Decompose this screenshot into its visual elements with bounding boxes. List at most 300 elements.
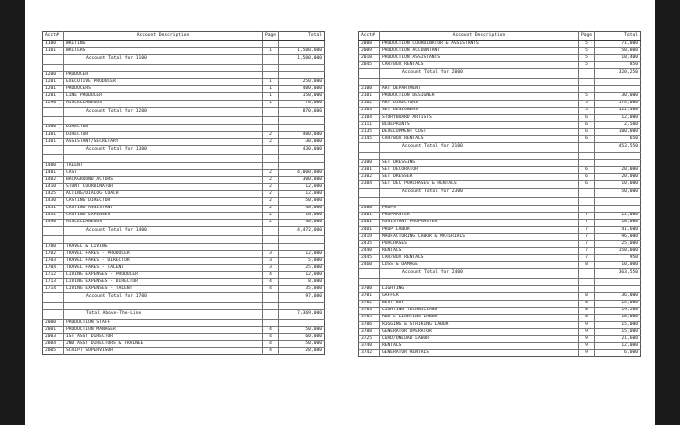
spacer-cell bbox=[595, 278, 641, 286]
line-total: 30,000 bbox=[595, 93, 641, 100]
table-row bbox=[359, 121, 641, 128]
table-row bbox=[43, 86, 325, 93]
acct-number: 2005 bbox=[43, 348, 64, 355]
table-row bbox=[43, 170, 325, 177]
table-row bbox=[359, 321, 641, 328]
table-row bbox=[359, 219, 641, 226]
subtotal-amount: 430,000 bbox=[279, 145, 325, 155]
table-row bbox=[43, 205, 325, 212]
line-total: 20,000 bbox=[595, 167, 641, 174]
spacer-row bbox=[359, 198, 641, 206]
spacer-cell bbox=[359, 198, 380, 206]
line-total: 19,200 bbox=[595, 307, 641, 314]
line-total: 2,500 bbox=[595, 121, 641, 128]
table-row bbox=[359, 293, 641, 300]
account-description: SET DECORATOR bbox=[380, 167, 579, 174]
account-group-row bbox=[43, 319, 325, 326]
acct-number: 1430 bbox=[43, 198, 64, 205]
subtotal-acct bbox=[43, 310, 64, 320]
table-row bbox=[359, 336, 641, 343]
account-description: LINE PRODUCER bbox=[64, 93, 263, 100]
group-description: PRODUCER bbox=[64, 72, 263, 79]
acct-number: 2001 bbox=[43, 327, 64, 334]
page-number: 2 bbox=[263, 205, 279, 212]
subtotal-acct bbox=[359, 69, 380, 79]
subtotal-page bbox=[579, 269, 595, 279]
account-description: PROP LABOR bbox=[380, 226, 579, 233]
line-total: 10,000 bbox=[279, 212, 325, 219]
line-total: 71,000 bbox=[595, 41, 641, 48]
page-number: 4 bbox=[263, 341, 279, 348]
table-row bbox=[43, 48, 325, 55]
acct-number: 2003 bbox=[43, 334, 64, 341]
page-number: 8 bbox=[579, 262, 595, 269]
page-number: 2 bbox=[263, 212, 279, 219]
group-description: ART DEPARTMENT bbox=[380, 86, 579, 93]
acct-number: 2103 bbox=[359, 107, 380, 114]
account-description: MAUFACTURING LABOR & MATERIALS bbox=[380, 233, 579, 240]
line-total: 150,000 bbox=[595, 248, 641, 255]
line-total: 24,000 bbox=[595, 300, 641, 307]
subtotal-acct bbox=[359, 143, 380, 153]
page-number: 1 bbox=[263, 48, 279, 55]
account-description: CAR/BOX RENTALS bbox=[380, 255, 579, 262]
group-page bbox=[579, 286, 595, 293]
account-group-row bbox=[43, 72, 325, 79]
header-total: Total bbox=[595, 32, 641, 41]
line-total: 25,000 bbox=[595, 240, 641, 247]
spacer-cell bbox=[579, 278, 595, 286]
account-description: CASTING EXPENSES bbox=[64, 212, 263, 219]
account-description: RENTALS bbox=[380, 248, 579, 255]
header-acct: Acct# bbox=[43, 32, 64, 41]
page-number: 3 bbox=[263, 265, 279, 272]
acct-number: 3706 bbox=[359, 321, 380, 328]
page-number: 7 bbox=[579, 219, 595, 226]
table-row bbox=[359, 300, 641, 307]
spacer-row bbox=[359, 78, 641, 86]
spacer-cell bbox=[380, 78, 579, 86]
table-row bbox=[359, 128, 641, 135]
subtotal-amount: 320,250 bbox=[595, 69, 641, 79]
account-group-row bbox=[43, 124, 325, 131]
page-number: 6 bbox=[579, 167, 595, 174]
line-total: 22,000 bbox=[595, 212, 641, 219]
spacer-cell bbox=[579, 198, 595, 206]
acct-number: 1201 bbox=[43, 79, 64, 86]
account-group-row bbox=[359, 205, 641, 212]
account-description: TRAVEL FARES - TALENT bbox=[64, 265, 263, 272]
line-total: 4,000,000 bbox=[279, 170, 325, 177]
table-row bbox=[43, 341, 325, 348]
budget-table-left bbox=[42, 31, 325, 355]
account-description: EXECUTIVE PRODUCER bbox=[64, 79, 263, 86]
line-total: 12,000 bbox=[595, 114, 641, 121]
account-total-row bbox=[359, 269, 641, 279]
page-number: 3 bbox=[263, 257, 279, 264]
account-description: LIGHTING TECHNICIANS bbox=[380, 307, 579, 314]
subtotal-acct bbox=[43, 226, 64, 236]
account-description: CAR/BOX RENTALS bbox=[380, 136, 579, 143]
account-description: ASSISTANT PROPMASTER bbox=[380, 219, 579, 226]
account-description: CASTING ASSISTANT bbox=[64, 205, 263, 212]
subtotal-page bbox=[263, 226, 279, 236]
acct-number: 2104 bbox=[359, 114, 380, 121]
table-row bbox=[359, 240, 641, 247]
page-number: 4 bbox=[263, 272, 279, 279]
group-acct: 2000 bbox=[43, 319, 64, 326]
account-description: STUNT COORDINATOR bbox=[64, 184, 263, 191]
table-row bbox=[43, 184, 325, 191]
acct-number: 2401 bbox=[359, 226, 380, 233]
subtotal-amount: 363,550 bbox=[595, 269, 641, 279]
subtotal-page bbox=[263, 310, 279, 320]
page-number: 4 bbox=[263, 348, 279, 355]
group-description: TALENT bbox=[64, 162, 263, 169]
account-total-row bbox=[359, 188, 641, 198]
line-total: 50,000 bbox=[279, 341, 325, 348]
line-total: 18,000 bbox=[595, 314, 641, 321]
page-number: 6 bbox=[579, 136, 595, 143]
spacer-row bbox=[359, 278, 641, 286]
account-description: PRODUCTION ACCOUNTANT bbox=[380, 48, 579, 55]
group-acct: 1200 bbox=[43, 72, 64, 79]
spacer-cell bbox=[64, 155, 263, 163]
acct-number: 2440 bbox=[359, 248, 380, 255]
group-total bbox=[279, 124, 325, 131]
page-number: 4 bbox=[263, 286, 279, 293]
table-row bbox=[359, 114, 641, 121]
page-number: 5 bbox=[579, 62, 595, 69]
spacer-row bbox=[43, 117, 325, 125]
subtotal-label: Account Total for 2300 bbox=[380, 188, 579, 198]
page-number: 8 bbox=[579, 293, 595, 300]
account-description: GAFFER bbox=[380, 293, 579, 300]
acct-number: 2460 bbox=[359, 262, 380, 269]
acct-number: 2111 bbox=[359, 121, 380, 128]
account-total-row bbox=[43, 107, 325, 117]
spacer-cell bbox=[43, 236, 64, 244]
acct-number: 2401 bbox=[359, 212, 380, 219]
page-number: 7 bbox=[579, 248, 595, 255]
subtotal-page bbox=[579, 69, 595, 79]
account-description: PRODUCERS bbox=[64, 86, 263, 93]
table-row bbox=[43, 286, 325, 293]
group-total bbox=[595, 205, 641, 212]
subtotal-amount: 50,000 bbox=[595, 188, 641, 198]
spacer-cell bbox=[263, 155, 279, 163]
account-total-row bbox=[359, 143, 641, 153]
account-description: STORYBOARD ARTISTS bbox=[380, 114, 579, 121]
account-description: PRODUCTION MANAGER bbox=[64, 327, 263, 334]
spacer-cell bbox=[43, 64, 64, 72]
header-description: Account Description bbox=[64, 32, 263, 41]
group-page bbox=[579, 160, 595, 167]
account-total-row bbox=[359, 69, 641, 79]
page-number: 2 bbox=[263, 131, 279, 138]
line-total: 48,000 bbox=[279, 205, 325, 212]
line-total: 25,000 bbox=[279, 265, 325, 272]
acct-number: 2145 bbox=[359, 136, 380, 143]
line-total: 21,600 bbox=[595, 336, 641, 343]
line-total: 122,400 bbox=[595, 107, 641, 114]
subtotal-label: Account Total for 2100 bbox=[380, 143, 579, 153]
page-number: 2 bbox=[263, 184, 279, 191]
account-description: LIVING EXPENSES - DIRECTOR bbox=[64, 279, 263, 286]
spacer-cell bbox=[380, 152, 579, 160]
subtotal-label: Account Total for 1400 bbox=[64, 226, 263, 236]
acct-number: 3725 bbox=[359, 336, 380, 343]
line-total: 18,000 bbox=[595, 219, 641, 226]
account-description: RIGGING & STRIKING LABOR bbox=[380, 321, 579, 328]
account-description: PRODUCTION COORDINATOR & ASSISTANTS bbox=[380, 41, 579, 48]
spacer-cell bbox=[279, 64, 325, 72]
group-acct: 1400 bbox=[43, 162, 64, 169]
line-total: 400,000 bbox=[279, 131, 325, 138]
line-total: 150,000 bbox=[279, 93, 325, 100]
group-acct: 1300 bbox=[43, 124, 64, 131]
account-group-row bbox=[43, 162, 325, 169]
spacer-cell bbox=[263, 236, 279, 244]
spacer-cell bbox=[279, 302, 325, 310]
header-acct: Acct# bbox=[359, 32, 380, 41]
acct-number: 1401 bbox=[43, 170, 64, 177]
table-row bbox=[359, 307, 641, 314]
acct-number: 3703 bbox=[359, 307, 380, 314]
acct-number: 1402 bbox=[43, 177, 64, 184]
spacer-cell bbox=[279, 117, 325, 125]
acct-number: 1703 bbox=[43, 257, 64, 264]
line-total: 28,000 bbox=[279, 348, 325, 355]
line-total: 12,000 bbox=[595, 343, 641, 350]
account-description: PRODUCTION DESIGNER bbox=[380, 93, 579, 100]
line-total: 650 bbox=[595, 136, 641, 143]
line-total: 12,000 bbox=[279, 250, 325, 257]
page-number: 2 bbox=[263, 219, 279, 226]
group-acct: 2400 bbox=[359, 205, 380, 212]
group-page bbox=[263, 124, 279, 131]
page-number: 8 bbox=[579, 314, 595, 321]
spacer-cell bbox=[579, 152, 595, 160]
acct-number: 1702 bbox=[43, 250, 64, 257]
page-number: 6 bbox=[579, 174, 595, 181]
subtotal-label: Account Total for 1200 bbox=[64, 107, 263, 117]
acct-number: 2435 bbox=[359, 240, 380, 247]
acct-number: 3742 bbox=[359, 350, 380, 357]
spacer-cell bbox=[359, 152, 380, 160]
page-number: 9 bbox=[579, 343, 595, 350]
page-number: 6 bbox=[579, 114, 595, 121]
subtotal-page bbox=[263, 145, 279, 155]
spacer-row bbox=[43, 64, 325, 72]
subtotal-label: Total Above-The-Line bbox=[64, 310, 263, 320]
spacer-cell bbox=[279, 155, 325, 163]
acct-number: 1201 bbox=[43, 93, 64, 100]
subtotal-label: Account Total for 2400 bbox=[380, 269, 579, 279]
spacer-cell bbox=[43, 117, 64, 125]
acct-number: 1431 bbox=[43, 205, 64, 212]
group-total bbox=[595, 160, 641, 167]
spacer-cell bbox=[380, 278, 579, 286]
page-number: 5 bbox=[579, 93, 595, 100]
page-number: 5 bbox=[579, 100, 595, 107]
table-row bbox=[359, 248, 641, 255]
line-total: 15,000 bbox=[595, 321, 641, 328]
line-total: 8,000 bbox=[279, 279, 325, 286]
page-number: 7 bbox=[579, 212, 595, 219]
line-total: 96,000 bbox=[595, 233, 641, 240]
group-acct: 1100 bbox=[43, 41, 64, 48]
page-number: 2 bbox=[263, 177, 279, 184]
group-acct: 3700 bbox=[359, 286, 380, 293]
subtotal-page bbox=[579, 143, 595, 153]
group-total bbox=[279, 162, 325, 169]
table-row bbox=[43, 198, 325, 205]
table-row bbox=[43, 177, 325, 184]
table-row bbox=[43, 250, 325, 257]
budget-page bbox=[25, 0, 655, 425]
account-description: GENERATOR RENTALS bbox=[380, 350, 579, 357]
line-total: 40,000 bbox=[279, 219, 325, 226]
account-description: ASSISTANT/SECRETARY bbox=[64, 138, 263, 145]
account-description: LOAD/UNLOAD LABOR bbox=[380, 336, 579, 343]
subtotal-acct bbox=[359, 269, 380, 279]
subtotal-label: Account Total for 1100 bbox=[64, 55, 263, 65]
table-row bbox=[359, 212, 641, 219]
spacer-cell bbox=[263, 302, 279, 310]
spacer-cell bbox=[380, 198, 579, 206]
line-total: 60,000 bbox=[279, 334, 325, 341]
account-total-row bbox=[43, 145, 325, 155]
spacer-cell bbox=[64, 117, 263, 125]
page-number: 1 bbox=[263, 86, 279, 93]
group-description: PRODUCTION STAFF bbox=[64, 319, 263, 326]
group-page bbox=[263, 243, 279, 250]
group-page bbox=[263, 41, 279, 48]
group-page bbox=[263, 319, 279, 326]
account-total-row bbox=[43, 55, 325, 65]
table-row bbox=[359, 255, 641, 262]
subtotal-amount: 870,000 bbox=[279, 107, 325, 117]
table-row bbox=[43, 257, 325, 264]
table-row bbox=[43, 191, 325, 198]
table-row bbox=[359, 226, 641, 233]
acct-number: 1101 bbox=[43, 48, 64, 55]
acct-number: 1490 bbox=[43, 219, 64, 226]
spacer-cell bbox=[579, 78, 595, 86]
account-description: ART DIRECTORS bbox=[380, 100, 579, 107]
table-row bbox=[359, 62, 641, 69]
account-description: RENTALS bbox=[380, 343, 579, 350]
table-row bbox=[359, 41, 641, 48]
account-description: LIVING EXPENSES - PRODUCER bbox=[64, 272, 263, 279]
group-description: DIRECTOR bbox=[64, 124, 263, 131]
line-total: 35,000 bbox=[279, 286, 325, 293]
spacer-row bbox=[43, 302, 325, 310]
account-description: BLUEPRINTS bbox=[380, 121, 579, 128]
page-number: 4 bbox=[263, 327, 279, 334]
page-number: 6 bbox=[579, 128, 595, 135]
spacer-cell bbox=[279, 236, 325, 244]
acct-number: 2102 bbox=[359, 100, 380, 107]
spacer-cell bbox=[64, 64, 263, 72]
line-total: 36,000 bbox=[595, 293, 641, 300]
line-total: 12,000 bbox=[279, 184, 325, 191]
table-row bbox=[359, 167, 641, 174]
table-row bbox=[43, 100, 325, 107]
acct-number: 1201 bbox=[43, 86, 64, 93]
account-description: PRODUCTION ASSISTANTS bbox=[380, 55, 579, 62]
table-row bbox=[43, 348, 325, 355]
page-number: 9 bbox=[579, 321, 595, 328]
group-total bbox=[279, 243, 325, 250]
group-acct: 1700 bbox=[43, 243, 64, 250]
subtotal-acct bbox=[359, 188, 380, 198]
subtotal-acct bbox=[43, 107, 64, 117]
header-description: Account Description bbox=[380, 32, 579, 41]
acct-number: 1410 bbox=[43, 184, 64, 191]
group-description: PROPS bbox=[380, 205, 579, 212]
line-total: 950 bbox=[595, 255, 641, 262]
acct-number: 2445 bbox=[359, 255, 380, 262]
acct-number: 1713 bbox=[43, 279, 64, 286]
account-description: SET DESIGNERS bbox=[380, 107, 579, 114]
budget-table-right bbox=[358, 31, 641, 357]
spacer-cell bbox=[64, 302, 263, 310]
account-description: CASTING DIRECTOR bbox=[64, 198, 263, 205]
account-description: GENERATOR OPERATOR bbox=[380, 328, 579, 335]
spacer-cell bbox=[359, 78, 380, 86]
account-description: ACTING/DIALOG COACH bbox=[64, 191, 263, 198]
page-number: 5 bbox=[579, 107, 595, 114]
acct-number: 3701 bbox=[359, 293, 380, 300]
page-number: 3 bbox=[263, 250, 279, 257]
subtotal-acct bbox=[43, 145, 64, 155]
acct-number: 1432 bbox=[43, 212, 64, 219]
acct-number: 2010 bbox=[359, 55, 380, 62]
acct-number: 1425 bbox=[43, 191, 64, 198]
account-description: 1ST ASST DIRECTOR bbox=[64, 334, 263, 341]
group-page bbox=[579, 86, 595, 93]
line-total: 15,000 bbox=[595, 328, 641, 335]
subtotal-amount: 1,500,000 bbox=[279, 55, 325, 65]
line-total: 10,400 bbox=[595, 55, 641, 62]
page-number: 2 bbox=[263, 138, 279, 145]
account-description: ADD'L LIGHTING LABOR bbox=[380, 314, 579, 321]
page-number: 1 bbox=[263, 100, 279, 107]
table-row bbox=[359, 55, 641, 62]
spacer-cell bbox=[64, 236, 263, 244]
group-acct: 2300 bbox=[359, 160, 380, 167]
page-number: 7 bbox=[579, 233, 595, 240]
line-total: 70,000 bbox=[279, 100, 325, 107]
subtotal-page bbox=[263, 107, 279, 117]
table-row bbox=[43, 327, 325, 334]
account-description: SET DRESSER bbox=[380, 174, 579, 181]
acct-number: 2401 bbox=[359, 219, 380, 226]
account-description: 2ND ASST DIRECTORS & TRAINEE bbox=[64, 341, 263, 348]
page-number: 9 bbox=[579, 350, 595, 357]
line-total: 10,000 bbox=[595, 262, 641, 269]
group-page bbox=[263, 162, 279, 169]
account-description: PURCHASES bbox=[380, 240, 579, 247]
account-description: MISCELLANEOUS bbox=[64, 100, 263, 107]
account-description: BACKGROUND ACTORS bbox=[64, 177, 263, 184]
line-total: 50,000 bbox=[595, 48, 641, 55]
table-row bbox=[359, 328, 641, 335]
acct-number: 2004 bbox=[43, 341, 64, 348]
page-number: 6 bbox=[579, 121, 595, 128]
